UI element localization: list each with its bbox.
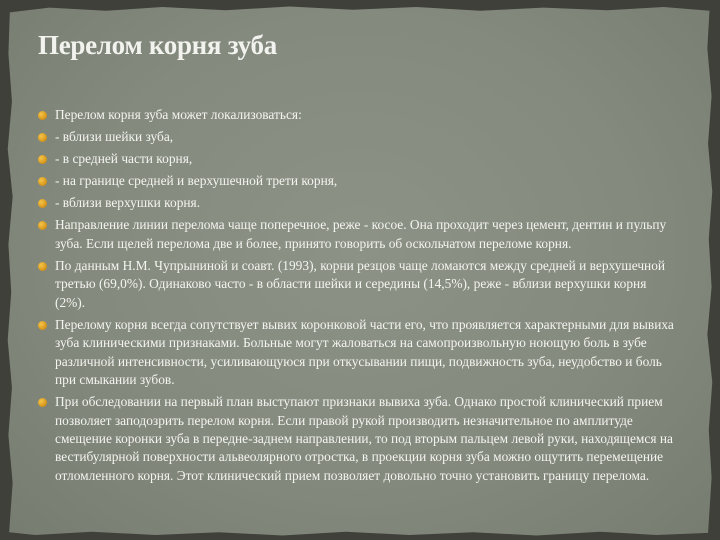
list-item-text: Перелому корня всегда сопутствует вывих коронковой части его, что проявляется характерными для вывиха зуба клиническими признаками. Больные могут жаловаться на самопроизвольную ноющую боль в зубе различной интенсивности, усиливающуюся при откусывании пищи, подвижность зуба, неудобство и боль при смыкании зубов.: [55, 316, 674, 388]
list-item: [36, 257, 676, 312]
list-item-text: - вблизи верхушки корня.: [55, 195, 201, 211]
list-item-text: - вблизи шейки зуба,: [55, 129, 174, 145]
bullet-icon: [38, 262, 47, 271]
bullet-icon: [38, 111, 47, 120]
list-item: [36, 194, 676, 212]
bullet-icon: [38, 155, 47, 164]
list-item-text: Направление линии перелома чаще поперечное, реже - косое. Она проходит через цемент, дентин и пульпу зуба. Если щелей перелома две и более, принято говорить об оскольчатом переломе корня.: [55, 217, 667, 251]
list-item-text: По данным Н.М. Чупрыниной и соавт. (1993), корни резцов чаще ломаются между средней и верхушечной третью (69,0%). Одинаково часто - в области шейки и середины (14,5%), реже - вблизи верхушки корня (2%).: [55, 257, 666, 310]
bullet-icon: [38, 221, 47, 230]
list-item: [36, 216, 676, 253]
bullet-icon: [38, 398, 47, 407]
list-item: [36, 316, 676, 390]
list-item-text: Перелом корня зуба может локализоваться:: [55, 107, 302, 122]
slide-title: Перелом корня зуба: [38, 30, 277, 60]
bullet-icon: [38, 133, 47, 142]
bullet-icon: [38, 199, 47, 208]
list-item-text: - в средней части корня,: [55, 151, 193, 167]
list-item: [36, 106, 676, 124]
list-item-text: При обследовании на первый план выступают признаки вывиха зуба. Однако простой клинический прием позволяет заподозрить перелом корня. Если правой рукой производить незначительное по амплитуде смещение коронки зуба в передне-заднем направлении, то под вторым пальцем левой руки, находящемся на вестибулярной поверхности альвеолярного отростка, в проекции корня зуба можно ощутить перемещение отломленного корня. Этот клинический прием позволяет довольно точно установить границу перелома.: [55, 394, 673, 483]
list-item: [36, 172, 676, 190]
list-item: [36, 128, 676, 146]
list-item: [36, 393, 676, 485]
bullet-list: [36, 106, 676, 489]
bullet-icon: [38, 321, 47, 330]
list-item: [36, 150, 676, 168]
bullet-icon: [38, 177, 47, 186]
list-item-text: - на границе средней и верхушечной трети корня,: [55, 173, 338, 189]
